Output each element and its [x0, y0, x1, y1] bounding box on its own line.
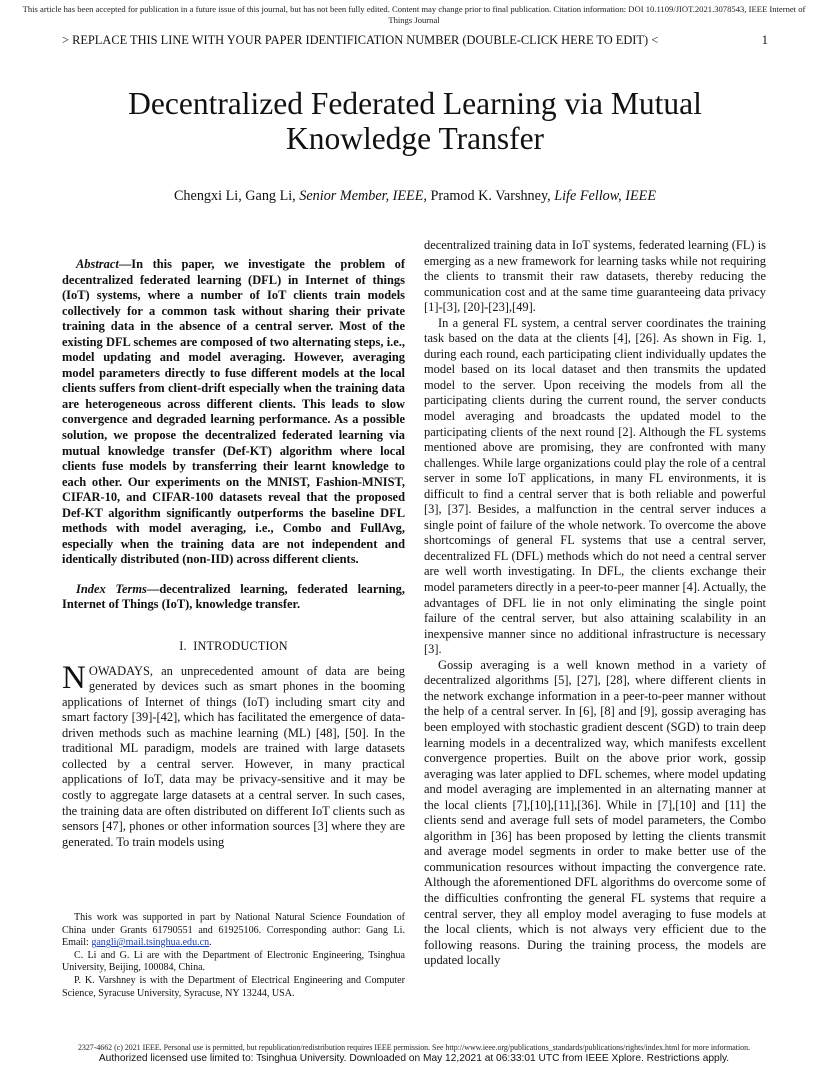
journal-status-line-1: This article has been accepted for publication in a future issue of this journal, but has not been fully edited. Content may change prior to final publication. Citation information: DOI 10.1109/JIOT.2021.3078543, IEEE Internet of — [22, 4, 806, 14]
author-list — [62, 188, 768, 205]
license-notice: Authorized licensed use limited to: Tsinghua University. Downloaded on May 12,2021 at 06:33:01 UTC from IEEE Xplore. Restrictions apply. — [98, 1053, 730, 1064]
copyright-notice: 2327-4662 (c) 2021 IEEE. Personal use is permitted, but republication/redistribution requires IEEE permission. See http://www.ieee.org/publications_standards/publications/rights/index.html for more information. — [77, 1043, 751, 1052]
drop-cap: N — [62, 659, 86, 696]
section-heading-introduction — [62, 639, 405, 655]
journal-status-note — [12, 4, 816, 26]
footnotes — [62, 912, 405, 1000]
paper-title-line-1: Decentralized Federated Learning via Mutual — [128, 86, 702, 121]
author-role-1: Senior Member, IEEE, — [299, 188, 427, 204]
footnote-affiliation-2: P. K. Varshney is with the Department of Electrical Engineering and Computer Science, Syracuse University, Syracuse, NY 13244, USA. — [62, 974, 405, 999]
author-names-2: Pramod K. Varshney, — [426, 188, 555, 204]
index-terms-body: —decentralized learning, federated learning, Internet of Things (IoT), knowledge transfer. — [62, 581, 406, 612]
abstract-body: —In this paper, we investigate the problem of decentralized federated learning (DFL) in Internet of things (IoT) systems, where a number of IoT clients train models collectively for a common task without sharing their private training data in the absence of a central server. Most of the existing DFL schemes are composed of two alternating steps, i.e., model updating and model averaging. However, averaging model parameters directly to fuse different models at the local clients suffers from client-drift especially when the training data are heterogeneous across different clients. This leads to slow convergence and degraded learning performance. As a possible solution, we propose the decentralized federated learning via mutual knowledge transfer (Def-KT) algorithm where local clients fuse models by transferring their learnt knowledge to each other. Our experiments on the MNIST, Fashion-MNIST, CIFAR-10, and CIFAR-100 datasets reveal that the proposed Def-KT algorithm significantly outperforms the baseline DFL methods with model averaging, i.e., Combo and FullAvg, especially when the training data are not independent and identically distributed (non-IID) across different clients. — [62, 257, 405, 567]
intro-body: , an unprecedented amount of data are being generated by devices such as smart phones in the booming applications of Internet of things (IoT) including smart city and smart factory [39]-[42], which has facilitated the emergence of data-driven methods such as machine learning (ML) [48], [50]. In the traditional ML paradigm, models are trained with large datasets collected by a central server. However, in many practical applications of IoT, data may be privacy-sensitive and it may be costly to aggregate large datasets at a central server. In such cases, the training data are often distributed on different IoT clients such as sensors [47], phones or other information sources [3] where they are generated. To train models using — [62, 663, 405, 849]
left-column — [62, 257, 405, 850]
body-paragraph-1: decentralized training data in IoT systems, federated learning (FL) is emerging as a new framework for learning tasks while not requiring the clients to transmit their raw datasets, thereby reducing the communication cost and at the same time guaranteeing data privacy [1]-[3], [20]-[23],[49]. — [424, 238, 766, 315]
footnote-funding-end: . — [209, 937, 212, 949]
paper-title — [62, 86, 768, 156]
journal-status-line-2: Things Journal — [388, 15, 440, 25]
footnote-funding-text: This work was supported in part by National Natural Science Foundation of China under Grants 61790551 and 61925106. Corresponding author: Gang Li. Email: — [62, 912, 405, 949]
corresponding-email-link[interactable]: gangli@mail.tsinghua.edu.cn — [91, 937, 210, 949]
author-names-1: Chengxi Li, Gang Li, — [173, 188, 300, 204]
section-title-rest: NTRODUCTION — [197, 639, 288, 654]
footnote-funding — [62, 912, 405, 950]
section-title-initial: I — [193, 639, 198, 654]
body-paragraph-2: In a general FL system, a central server coordinates the training task based on the data at the clients [4], [26]. As shown in Fig. 1, during each round, each participating client individually updates the model based on its local dataset and then transmits the updated model to the server. Upon receiving the models from all the participating clients during the current round, the server conducts model averaging and broadcasts the updated model to the participating clients of the next round [2]. Although the FL systems mentioned above are promising, they are confronted with many challenges. While large organizations could play the role of a central server in some IoT applications, in many FL environments, it is difficult to find a central server that is both reliable and powerful [3], [37]. Besides, a malfunction in the central server induces a single point of failure of the whole network. To overcome the above shortcomings of general FL systems that use a central server, decentralized FL (DFL) methods which do not need a central server are well worth investigating. In DFL, the clients exchange their model parameters directly in a peer-to-peer manner [4]. Actually, the advantages of DFL lie in not only eliminating the single point failure of the central server, but also attaining scalability in an inexpensive manner since no additional infrastructure is necessary [3]. — [424, 315, 766, 657]
footnote-affiliation-1: C. Li and G. Li are with the Department of Electronic Engineering, Tsinghua University, Beijing, 100084, China. — [62, 949, 405, 974]
paper-id-placeholder[interactable]: > REPLACE THIS LINE WITH YOUR PAPER IDENTIFICATION NUMBER (DOUBLE-CLICK HERE TO EDIT) < — [62, 33, 659, 47]
intro-smallcaps-word: OWADAYS — [88, 663, 150, 678]
index-terms — [62, 582, 405, 613]
section-numeral: I. — [179, 639, 187, 654]
intro-paragraph — [62, 659, 405, 851]
abstract — [62, 257, 405, 568]
author-role-2: Life Fellow, IEEE — [554, 188, 657, 204]
body-paragraph-3: Gossip averaging is a well known method in a variety of decentralized algorithms [5], [27], [28], where different clients in the network exchange information in a peer-to-peer manner without the help of a central server. In [6], [8] and [9], gossip averaging has been employed with stochastic gradient descent (SGD) to train deep learning models in a decentralized way, which manifests excellent convergence properties. Built on the above prior work, gossip averaging was later applied to DFL schemes, where model updating and model averaging are implemented in an alternating manner at the local clients [7],[10],[11],[36]. While in [7],[10] and [11] the clients send and average full sets of model parameters, the Combo algorithm in [36] has been proposed by letting the clients transmit and average model segments in order to make better use of the communication resources without impacting the convergence rate. Although the aforementioned DFL algorithms do overcome some of the difficulties confronting the general FL systems that require a central server, they all employ model averaging to fuse models at the local clients, which is not always very efficient due to the following reasons. During the training process, the models are updated locally — [424, 657, 766, 968]
page-number: 1 — [761, 33, 768, 47]
index-terms-lead: Index Terms — [76, 581, 147, 596]
paper-title-line-2: Knowledge Transfer — [285, 121, 545, 156]
abstract-lead: Abstract — [76, 257, 119, 271]
right-column — [424, 238, 766, 969]
